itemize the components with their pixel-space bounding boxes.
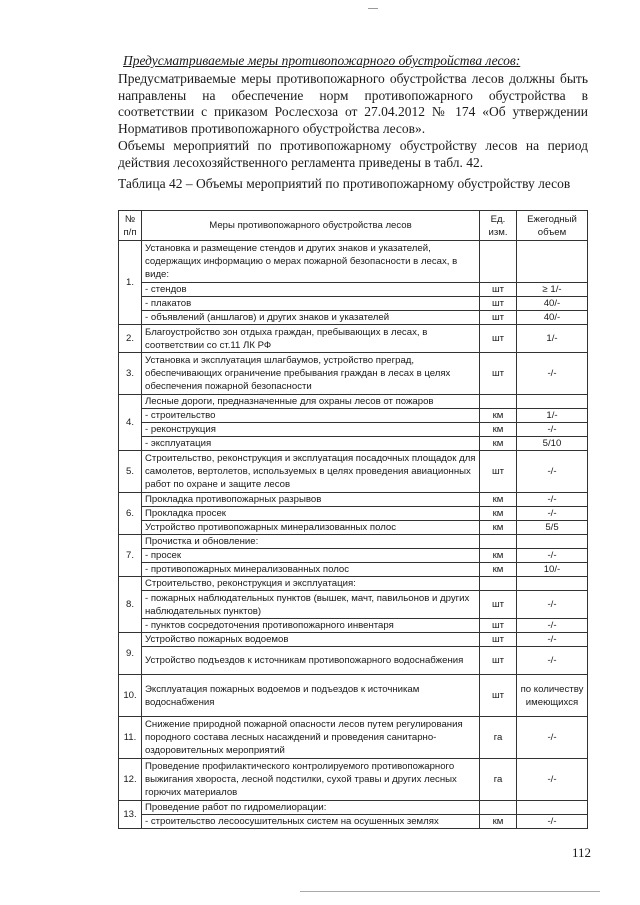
measure-cell: Благоустройство зон отдыха граждан, пребывающих в лесах, в соответствии со ст.11 ЛК РФ <box>142 325 480 353</box>
table-body <box>119 241 588 829</box>
table-row <box>119 395 588 409</box>
unit-cell: шт <box>480 591 517 619</box>
table-row <box>119 577 588 591</box>
volume-cell: -/- <box>517 507 588 521</box>
table-row <box>119 759 588 801</box>
unit-cell: шт <box>480 451 517 493</box>
volume-cell <box>517 535 588 549</box>
unit-cell <box>480 577 517 591</box>
row-number: 1. <box>119 241 142 325</box>
top-mark <box>368 8 378 9</box>
table-header-row <box>119 211 588 241</box>
volume-cell <box>517 395 588 409</box>
row-number: 7. <box>119 535 142 577</box>
measure-cell: Проведение профилактического контролируемого противопожарного выжигания хвороста, лесной подстилки, сухой травы и других лесных горючих материалов <box>142 759 480 801</box>
page-number: 112 <box>572 845 592 860</box>
table-row <box>119 283 588 297</box>
row-number: 12. <box>119 759 142 801</box>
table-row <box>119 521 588 535</box>
measure-cell: - противопожарных минерализованных полос <box>142 563 480 577</box>
volume-cell <box>517 241 588 283</box>
measure-cell: - эксплуатация <box>142 437 480 451</box>
table-row <box>119 815 588 829</box>
unit-cell: км <box>480 409 517 423</box>
table-row <box>119 409 588 423</box>
table-row <box>119 647 588 675</box>
header-num: № п/п <box>119 211 142 241</box>
measure-cell: - плакатов <box>142 297 480 311</box>
volume-cell: -/- <box>517 619 588 633</box>
volume-cell: 10/- <box>517 563 588 577</box>
measure-cell: Прокладка просек <box>142 507 480 521</box>
table-row <box>119 535 588 549</box>
header-volume: Ежегодный объем <box>517 211 588 241</box>
table-row <box>119 591 588 619</box>
volume-cell: по количеству имеющихся <box>517 675 588 717</box>
row-number: 8. <box>119 577 142 633</box>
row-number: 10. <box>119 675 142 717</box>
table-row <box>119 451 588 493</box>
measures-table <box>118 210 588 829</box>
table-row <box>119 633 588 647</box>
unit-cell: км <box>480 815 517 829</box>
unit-cell: км <box>480 549 517 563</box>
volume-cell: 5/5 <box>517 521 588 535</box>
unit-cell: км <box>480 563 517 577</box>
measure-cell: Устройство подъездов к источникам противопожарного водоснабжения <box>142 647 480 675</box>
volume-cell: 1/- <box>517 325 588 353</box>
unit-cell: шт <box>480 619 517 633</box>
measure-cell: - объявлений (аншлагов) и других знаков и указателей <box>142 311 480 325</box>
volume-cell: -/- <box>517 353 588 395</box>
unit-cell: км <box>480 507 517 521</box>
unit-cell: шт <box>480 325 517 353</box>
row-number: 9. <box>119 633 142 675</box>
table-row <box>119 675 588 717</box>
table-row <box>119 423 588 437</box>
unit-cell: га <box>480 717 517 759</box>
measure-cell: - просек <box>142 549 480 563</box>
volume-cell: -/- <box>517 493 588 507</box>
unit-cell <box>480 241 517 283</box>
unit-cell: шт <box>480 647 517 675</box>
unit-cell <box>480 801 517 815</box>
table-row <box>119 241 588 283</box>
unit-cell: шт <box>480 675 517 717</box>
table-row <box>119 801 588 815</box>
measure-cell: - пожарных наблюдательных пунктов (вышек, мачт, павильонов и других наблюдательных пунктов) <box>142 591 480 619</box>
table-row <box>119 325 588 353</box>
unit-cell: км <box>480 423 517 437</box>
volume-cell: 40/- <box>517 297 588 311</box>
unit-cell: км <box>480 493 517 507</box>
table-row <box>119 353 588 395</box>
volume-cell: 1/- <box>517 409 588 423</box>
volume-cell: -/- <box>517 815 588 829</box>
table-row <box>119 297 588 311</box>
measure-cell: Строительство, реконструкция и эксплуатация посадочных площадок для самолетов, вертолетов, используемых в целях проведения авиационных работ по охране и защите лесов <box>142 451 480 493</box>
unit-cell: шт <box>480 353 517 395</box>
measure-cell: Снижение природной пожарной опасности лесов путем регулирования породного состава лесных насаждений и проведения санитарно-оздоровительных мероприятий <box>142 717 480 759</box>
unit-cell: шт <box>480 297 517 311</box>
measure-cell: Лесные дороги, предназначенные для охраны лесов от пожаров <box>142 395 480 409</box>
unit-cell: шт <box>480 283 517 297</box>
table-row <box>119 311 588 325</box>
volume-cell: -/- <box>517 647 588 675</box>
table-row <box>119 717 588 759</box>
row-number: 6. <box>119 493 142 535</box>
table-row <box>119 437 588 451</box>
unit-cell: км <box>480 437 517 451</box>
volume-cell <box>517 577 588 591</box>
section-heading: Предусматриваемые меры противопожарного обустройства лесов: <box>123 53 521 68</box>
measure-cell: Эксплуатация пожарных водоемов и подъездов к источникам водоснабжения <box>142 675 480 717</box>
volume-cell: -/- <box>517 633 588 647</box>
row-number: 2. <box>119 325 142 353</box>
header-measure: Меры противопожарного обустройства лесов <box>142 211 480 241</box>
volume-cell <box>517 801 588 815</box>
volume-cell: 5/10 <box>517 437 588 451</box>
unit-cell: шт <box>480 633 517 647</box>
paragraph-1: Предусматриваемые меры противопожарного обустройства лесов должны быть направлены на обеспечение норм противопожарного обустройства в соответствии с приказом Рослесхоза от 27.04.2012 № 174 «Об утверждении Нормативов противопожарного обустройства лесов». <box>118 71 588 136</box>
measure-cell: - строительство <box>142 409 480 423</box>
table-row <box>119 619 588 633</box>
unit-cell <box>480 535 517 549</box>
table-row <box>119 563 588 577</box>
measure-cell: Проведение работ по гидромелиорации: <box>142 801 480 815</box>
measure-cell: Устройство противопожарных минерализованных полос <box>142 521 480 535</box>
volume-cell: -/- <box>517 549 588 563</box>
row-number: 4. <box>119 395 142 451</box>
measure-cell: Прокладка противопожарных разрывов <box>142 493 480 507</box>
volume-cell: -/- <box>517 759 588 801</box>
row-number: 13. <box>119 801 142 829</box>
volume-cell: -/- <box>517 423 588 437</box>
volume-cell: 40/- <box>517 311 588 325</box>
volume-cell: -/- <box>517 451 588 493</box>
table-row <box>119 507 588 521</box>
table-caption: Таблица 42 – Объемы мероприятий по противопожарному обустройству лесов <box>118 176 571 191</box>
unit-cell: шт <box>480 311 517 325</box>
unit-cell: га <box>480 759 517 801</box>
measure-cell: - пунктов сосредоточения противопожарного инвентаря <box>142 619 480 633</box>
volume-cell: -/- <box>517 591 588 619</box>
measure-cell: - стендов <box>142 283 480 297</box>
row-number: 11. <box>119 717 142 759</box>
table-row <box>119 493 588 507</box>
row-number: 3. <box>119 353 142 395</box>
measure-cell: - строительство лесоосушительных систем на осушенных землях <box>142 815 480 829</box>
measure-cell: - реконструкция <box>142 423 480 437</box>
table-row <box>119 549 588 563</box>
measure-cell: Строительство, реконструкция и эксплуатация: <box>142 577 480 591</box>
header-unit: Ед. изм. <box>480 211 517 241</box>
measure-cell: Прочистка и обновление: <box>142 535 480 549</box>
row-number: 5. <box>119 451 142 493</box>
measure-cell: Установка и эксплуатация шлагбаумов, устройство преград, обеспечивающих ограничение пребывания граждан в лесах в целях обеспечения пожарной безопасности <box>142 353 480 395</box>
volume-cell: -/- <box>517 717 588 759</box>
measure-cell: Установка и размещение стендов и других знаков и указателей, содержащих информацию о мерах пожарной безопасности в лесах, в виде: <box>142 241 480 283</box>
paragraph-2: Объемы мероприятий по противопожарному обустройству лесов на период действия лесохозяйственного регламента приведены в табл. 42. <box>118 138 588 170</box>
volume-cell: ≥ 1/- <box>517 283 588 297</box>
unit-cell: км <box>480 521 517 535</box>
measure-cell: Устройство пожарных водоемов <box>142 633 480 647</box>
bottom-rule <box>300 891 600 892</box>
unit-cell <box>480 395 517 409</box>
